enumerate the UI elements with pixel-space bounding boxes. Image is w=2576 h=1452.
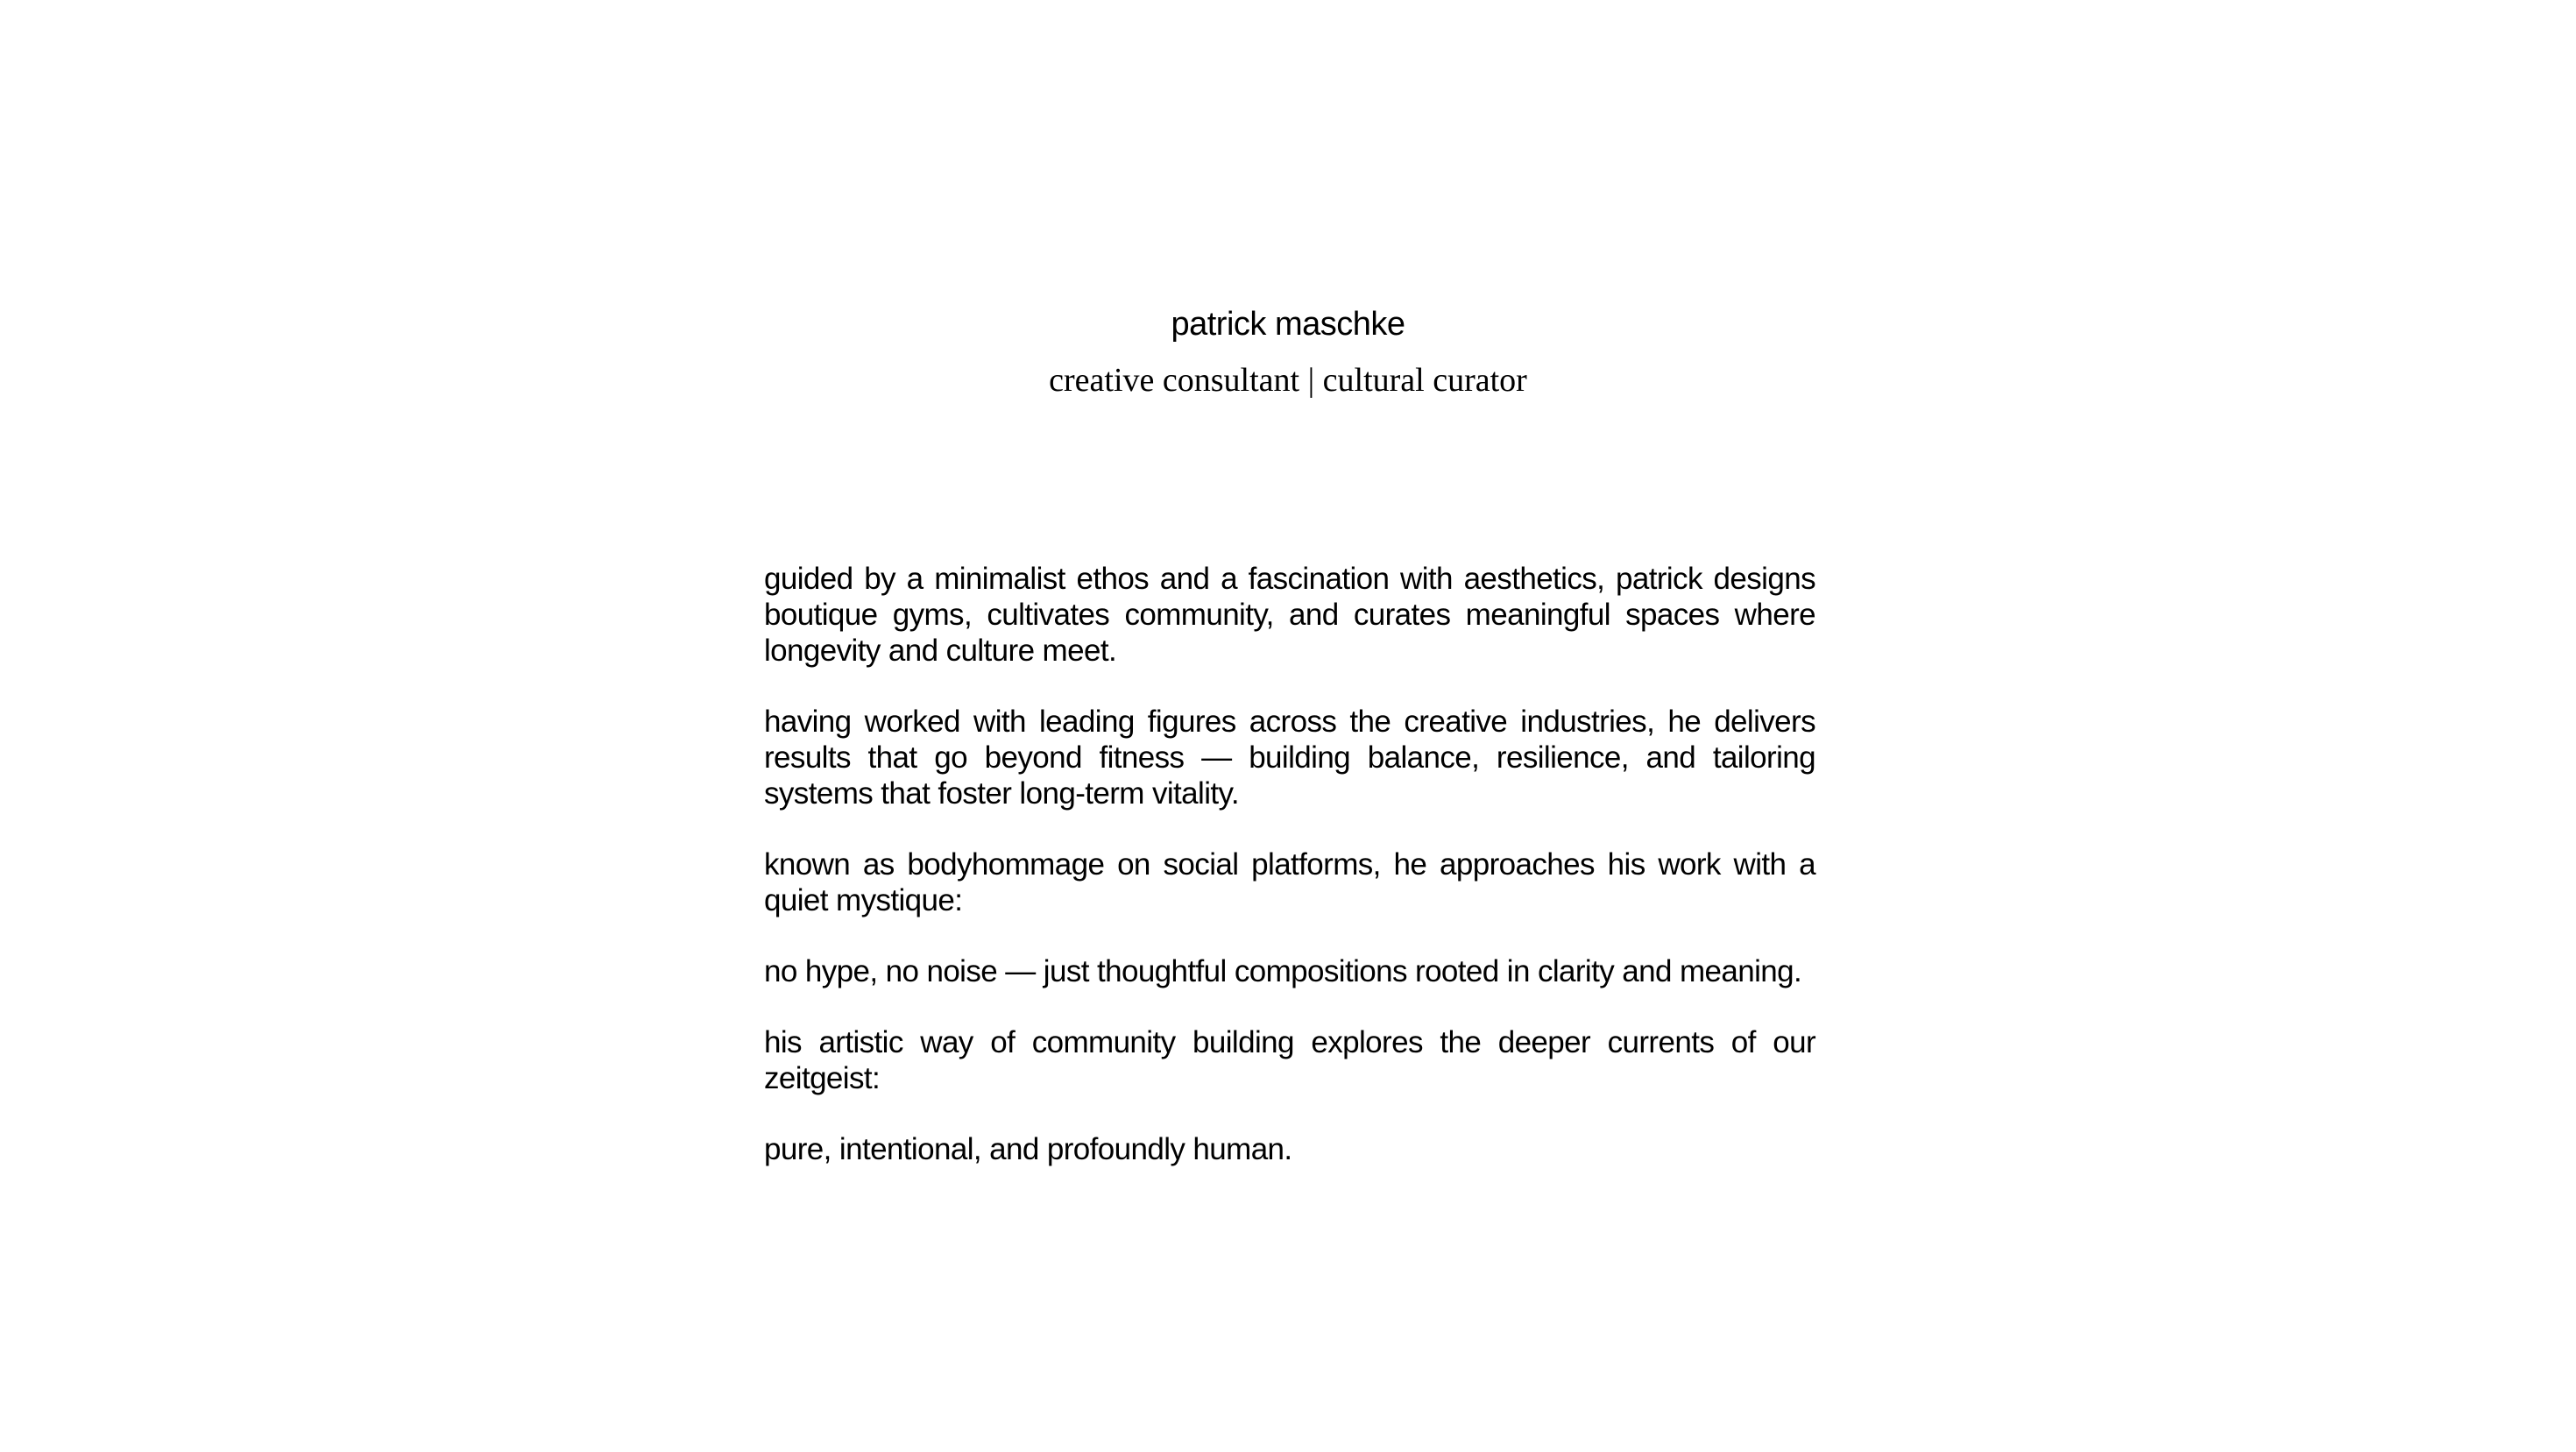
person-name: patrick maschke <box>1171 306 1405 343</box>
bio-paragraph-5: his artistic way of community building explores the deeper currents of our zeitgeist: <box>764 1025 1815 1095</box>
page-header <box>0 302 2576 402</box>
bio-paragraph-4: no hype, no noise — just thoughtful compositions rooted in clarity and meaning. <box>764 954 1802 988</box>
bio-paragraph-3: known as bodyhommage on social platforms, he approaches his work with a quiet mystique: <box>764 847 1815 917</box>
bio-paragraph-6: pure, intentional, and profoundly human. <box>764 1132 1292 1166</box>
bio-paragraph-2: having worked with leading figures across the creative industries, he delivers results that go beyond fitness — building balance, resilience, and tailoring systems that foster long-term vitality. <box>764 705 1815 811</box>
person-subtitle: creative consultant | cultural curator <box>1049 362 1527 399</box>
bio-paragraph-1: guided by a minimalist ethos and a fascination with aesthetics, patrick designs boutique gyms, cultivates community, and curates meaningful spaces where longevity and culture meet. <box>764 562 1815 668</box>
bio-section <box>764 561 1815 1167</box>
